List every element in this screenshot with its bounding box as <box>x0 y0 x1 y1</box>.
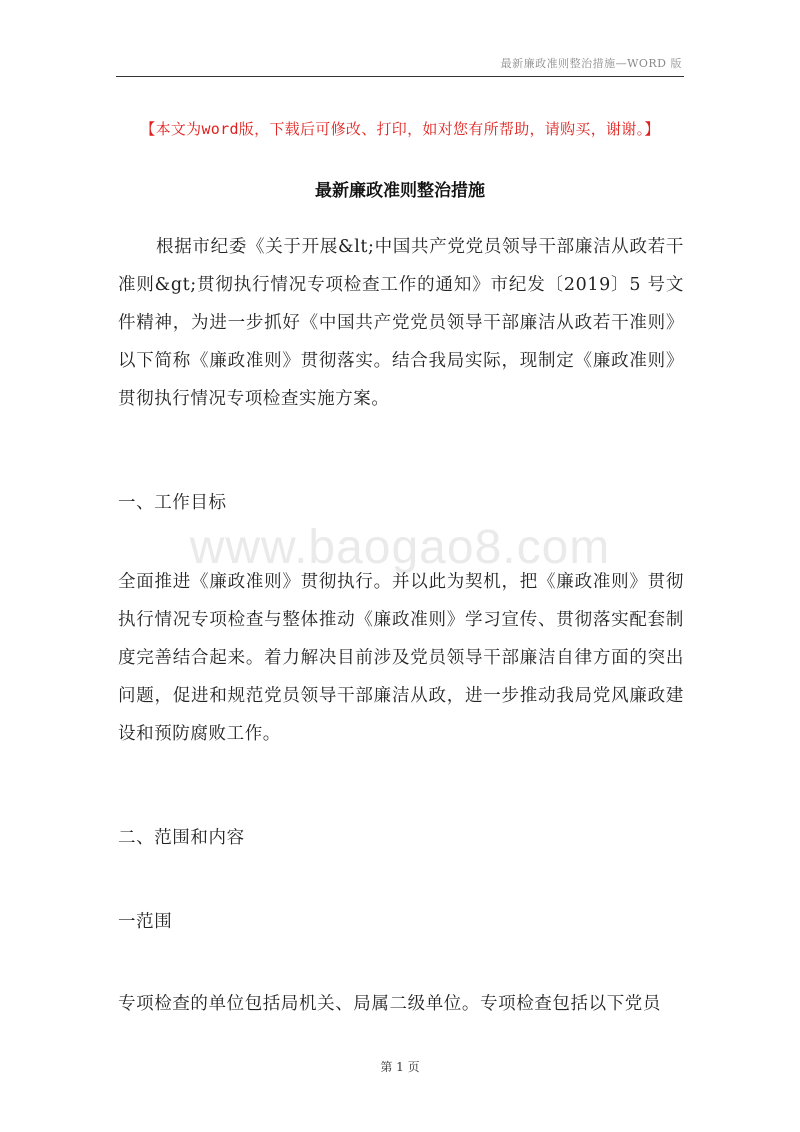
header-divider <box>116 76 684 77</box>
watermark: www.baogao8.com <box>189 521 611 574</box>
section-heading-scope: 二、范围和内容 <box>118 828 245 848</box>
page-number: 第 1 页 <box>380 1060 420 1074</box>
goals-paragraph: 全面推进《廉政准则》贯彻执行。并以此为契机，把《廉政准则》贯彻执行情况专项检查与整体推动《廉政准则》学习宣传、贯彻落实配套制度完善结合起来。着力解决目前涉及党员领导干部廉洁自律方面的突出问题，促进和规范党员领导干部廉洁从政，进一步推动我局党风廉政建设和预防腐败工作。 <box>118 572 684 744</box>
section-heading-goals: 一、工作目标 <box>118 493 227 513</box>
sub-heading-range: 一范围 <box>118 912 173 932</box>
document-title: 最新廉政准则整治措施 <box>315 181 485 201</box>
purchase-notice: 【本文为word版，下载后可修改、打印，如对您有所帮助，请购买，谢谢。】 <box>140 120 660 138</box>
running-header: 最新廉政准则整治措施—WORD 版 <box>500 57 682 70</box>
intro-paragraph: 根据市纪委《关于开展&lt;中国共产党党员领导干部廉洁从政若干准则&gt;贯彻执行情况专项检查工作的通知》市纪发〔2019〕5 号文件精神，为进一步抓好《中国共产党党员领导干部廉洁从政若干准则》以下简称《廉政准则》贯彻落实。结合我局实际，现制定《廉政准则》贯彻执行情况专项检查实施方案。 <box>118 237 684 409</box>
range-paragraph: 专项检查的单位包括局机关、局属二级单位。专项检查包括以下党员 <box>118 994 661 1014</box>
